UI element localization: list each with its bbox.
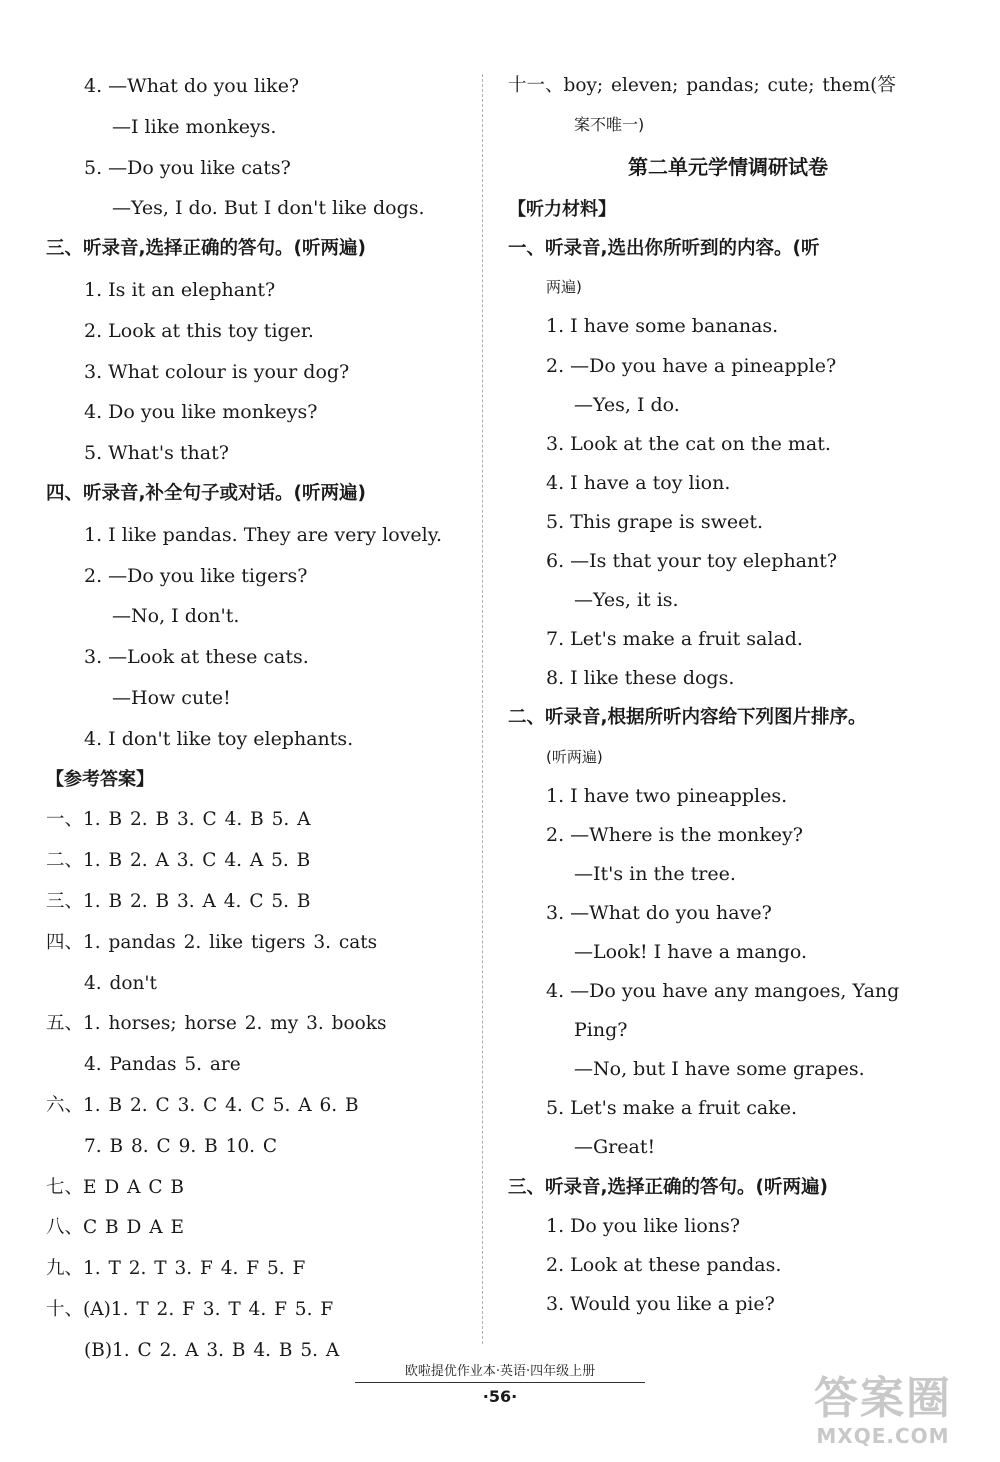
left-line: 3. —Look at these cats. (84, 646, 309, 669)
right-line: —Yes, it is. (574, 589, 679, 612)
right-line: 7. Let's make a fruit salad. (546, 628, 803, 651)
left-line: —How cute! (112, 686, 231, 709)
right-line: —It's in the tree. (574, 862, 736, 885)
column-divider (482, 74, 483, 1344)
right-line: 十一、boy; eleven; pandas; cute; them(答 (508, 75, 896, 96)
watermark-logo (788, 1374, 978, 1454)
left-line: 十、(A)1. T 2. F 3. T 4. F 5. F (46, 1298, 334, 1320)
left-line: 7. B 8. C 9. B 10. C (84, 1135, 278, 1157)
right-line: 案不唯一) (574, 115, 645, 135)
right-line: —Great! (574, 1136, 656, 1159)
right-line: 一、听录音,选出你所听到的内容。(听 (508, 238, 820, 260)
left-line: 五、1. horses; horse 2. my 3. books (46, 1013, 387, 1035)
left-line: 八、C B D A E (46, 1217, 184, 1239)
right-line: —No, but I have some grapes. (574, 1058, 865, 1081)
left-line: 5. What's that? (84, 442, 229, 465)
right-line: 第二单元学情调研试卷 (628, 155, 828, 180)
left-line: 三、1. B 2. B 3. A 4. C 5. B (46, 890, 311, 912)
left-line: 3. What colour is your dog? (84, 360, 350, 383)
watermark-top: 答案圈 (814, 1373, 952, 1424)
watermark-bottom: MXQE.COM (816, 1424, 950, 1448)
left-line: 1. Is it an elephant? (84, 278, 276, 301)
right-line: 两遍) (546, 278, 582, 297)
right-line: 2. Look at these pandas. (546, 1253, 782, 1276)
left-line: —No, I don't. (112, 605, 240, 628)
right-column (508, 66, 948, 1324)
right-line: 5. This grape is sweet. (546, 510, 764, 533)
right-line: 【听力材料】 (508, 199, 616, 221)
left-line: 1. I like pandas. They are very lovely. (84, 523, 442, 546)
right-line: 3. Look at the cat on the mat. (546, 432, 831, 455)
left-line: 2. —Do you like tigers? (84, 564, 308, 587)
right-line: 3. —What do you have? (546, 901, 772, 924)
left-line: 5. —Do you like cats? (84, 156, 291, 179)
right-line: 4. I have a toy lion. (546, 471, 731, 494)
left-line: —Yes, I do. But I don't like dogs. (112, 197, 425, 220)
left-line: —I like monkeys. (112, 115, 277, 138)
page-number: ·56· (482, 1387, 518, 1406)
left-line: 4. Do you like monkeys? (84, 401, 318, 424)
right-line: 1. Do you like lions? (546, 1214, 741, 1237)
right-line: 2. —Where is the monkey? (546, 823, 803, 846)
right-line: 4. —Do you have any mangoes, Yang (546, 980, 900, 1003)
left-line: 4. —What do you like? (84, 75, 300, 97)
right-line: 三、听录音,选择正确的答句。(听两遍) (508, 1176, 828, 1198)
left-line: 二、1. B 2. A 3. C 4. A 5. B (46, 850, 311, 872)
left-line: 4. I don't like toy elephants. (84, 727, 354, 750)
right-line: —Look! I have a mango. (574, 940, 808, 963)
right-line: Ping? (574, 1019, 628, 1042)
left-line: 三、听录音,选择正确的答句。(听两遍) (46, 238, 366, 260)
right-line: 5. Let's make a fruit cake. (546, 1097, 798, 1120)
left-line: 一、1. B 2. B 3. C 4. B 5. A (46, 809, 311, 831)
right-line: (听两遍) (546, 747, 603, 766)
left-line: (B)1. C 2. A 3. B 4. B 5. A (84, 1339, 340, 1361)
left-line: 七、E D A C B (46, 1176, 184, 1198)
book-title: 欧啦提优作业本·英语·四年级上册 (355, 1360, 645, 1383)
right-line: 1. I have two pineapples. (546, 784, 788, 807)
left-line: 四、听录音,补全句子或对话。(听两遍) (46, 482, 366, 504)
left-line: 四、1. pandas 2. like tigers 3. cats (46, 931, 378, 953)
left-line: 【参考答案】 (46, 768, 154, 790)
left-line: 六、1. B 2. C 3. C 4. C 5. A 6. B (46, 1094, 359, 1116)
left-line: 4. don't (84, 972, 157, 994)
right-line: 6. —Is that your toy elephant? (546, 550, 838, 573)
left-line: 2. Look at this toy tiger. (84, 319, 314, 342)
left-line: 九、1. T 2. T 3. F 4. F 5. F (46, 1258, 306, 1280)
right-line: —Yes, I do. (574, 393, 680, 416)
right-line: 二、听录音,根据所听内容给下列图片排序。 (508, 707, 867, 729)
left-line: 4. Pandas 5. are (84, 1054, 241, 1076)
right-line: 2. —Do you have a pineapple? (546, 354, 837, 377)
left-column (46, 66, 458, 1372)
right-line: 8. I like these dogs. (546, 667, 735, 690)
right-line: 1. I have some bananas. (546, 315, 779, 338)
right-line: 3. Would you like a pie? (546, 1292, 775, 1315)
